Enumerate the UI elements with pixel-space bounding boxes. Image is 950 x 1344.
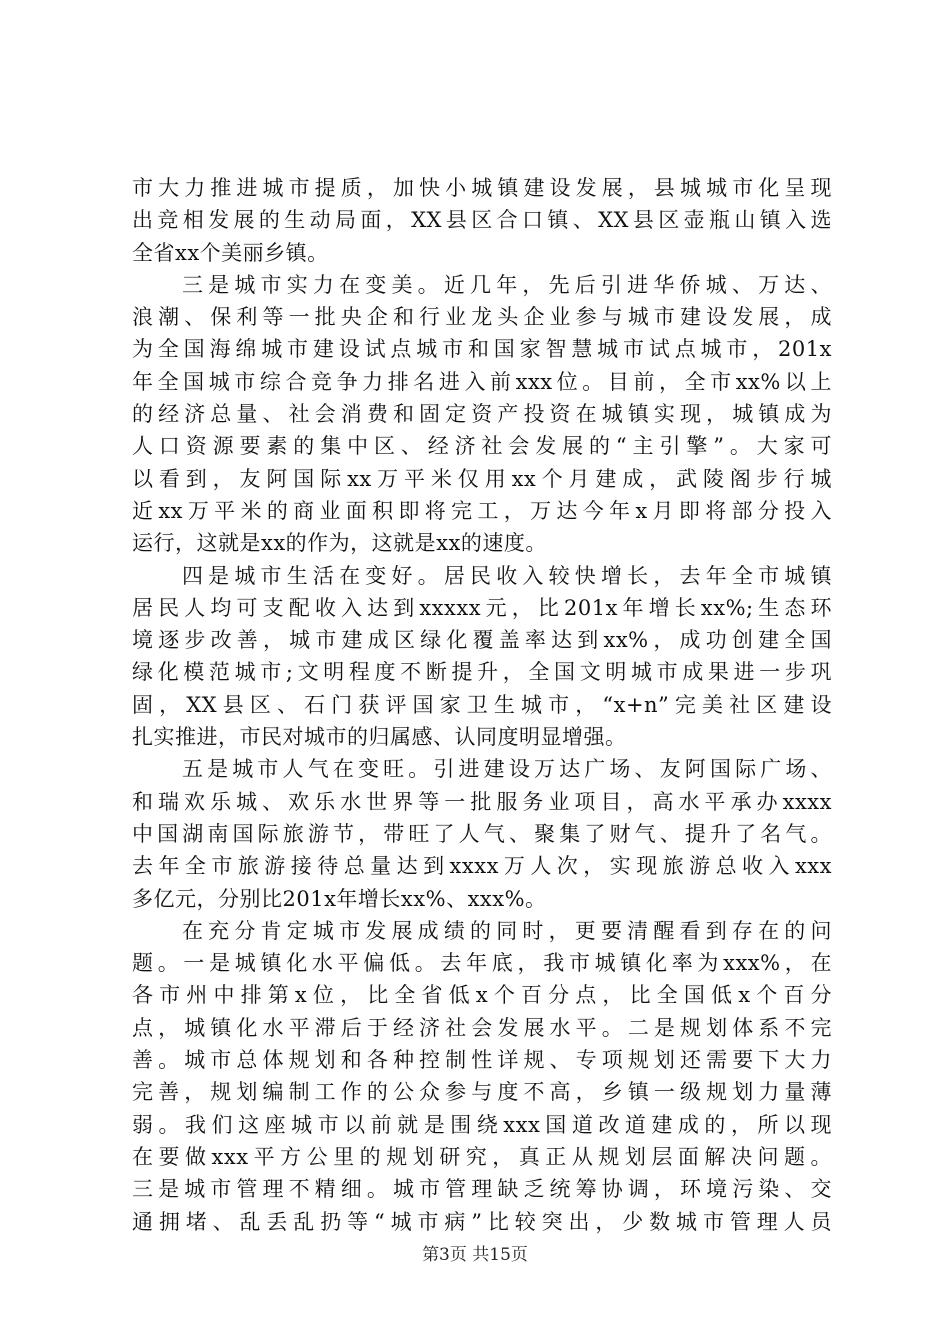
- text-line: 在要做xxx平方公里的规划研究，真正从规划层面解决问题。: [132, 1144, 832, 1169]
- paragraph-start: 在充分肯定城市发展成绩的同时，更要清醒看到存在的问: [182, 918, 832, 943]
- text-line: 善。城市总体规划和各种控制性详规、专项规划还需要下大力: [132, 1048, 832, 1073]
- text-line: 年全国城市综合竞争力排名进入前xxx位。目前，全市xx%以上: [132, 369, 832, 394]
- text-line: 通拥堵、乱丢乱扔等“城市病”比较突出，少数城市管理人员: [132, 1209, 832, 1234]
- paragraph-start: 五是城市人气在变旺。引进建设万达广场、友阿国际广场、: [182, 757, 832, 782]
- text-line: 多亿元，分别比201x年增长xx%、xxx%。: [132, 886, 547, 911]
- text-line: 题。一是城镇化水平偏低。去年底，我市城镇化率为xxx%，在: [132, 951, 832, 976]
- text-line: 固，XX县区、石门获评国家卫生城市，“x+n”完美社区建设: [132, 692, 832, 717]
- body-text: [132, 172, 832, 1238]
- text-line: 运行，这就是xx的作为，这就是xx的速度。: [132, 531, 547, 556]
- text-line: 出竞相发展的生动局面，XX县区合口镇、XX县区壶瓶山镇入选: [132, 208, 832, 233]
- text-line: 以看到，友阿国际xx万平米仅用xx个月建成，武陵阁步行城: [132, 466, 832, 491]
- text-line: 弱。我们这座城市以前就是围绕xxx国道改道建成的，所以现: [132, 1112, 832, 1137]
- text-line: 扎实推进，市民对城市的归属感、认同度明显增强。: [132, 725, 627, 750]
- page-number-footer: 第3页 共15页: [422, 1245, 528, 1265]
- text-line: 点，城镇化水平滞后于经济社会发展水平。二是规划体系不完: [132, 1015, 832, 1040]
- text-line: 近xx万平米的商业面积即将完工，万达今年x月即将部分投入: [132, 498, 832, 523]
- text-line: 为全国海绵城市建设试点城市和国家智慧城市试点城市，201x: [132, 337, 832, 362]
- text-line: 去年全市旅游接待总量达到xxxx万人次，实现旅游总收入xxx: [132, 854, 832, 879]
- text-line: 境逐步改善，城市建成区绿化覆盖率达到xx%，成功创建全国: [132, 628, 832, 653]
- text-line: 完善，规划编制工作的公众参与度不高，乡镇一级规划力量薄: [132, 1080, 832, 1105]
- paragraph-start: 三是城市实力在变美。近几年，先后引进华侨城、万达、: [182, 272, 832, 297]
- text-line: 和瑞欢乐城、欢乐水世界等一批服务业项目，高水平承办xxxx: [132, 789, 832, 814]
- text-line: 中国湖南国际旅游节，带旺了人气、聚集了财气、提升了名气。: [132, 821, 832, 846]
- text-line: 市大力推进城市提质，加快小城镇建设发展，县城城市化呈现: [132, 176, 832, 200]
- text-line: 人口资源要素的集中区、经济社会发展的“主引擎”。大家可: [132, 434, 832, 459]
- text-line: 全省xx个美丽乡镇。: [132, 240, 329, 265]
- paragraph-start: 四是城市生活在变好。居民收入较快增长，去年全市城镇: [182, 563, 832, 588]
- text-line: 三是城市管理不精细。城市管理缺乏统筹协调，环境污染、交: [132, 1177, 832, 1202]
- text-line: 居民人均可支配收入达到xxxxx元，比201x年增长xx%;生态环: [132, 595, 832, 620]
- text-line: 绿化模范城市;文明程度不断提升，全国文明城市成果进一步巩: [132, 660, 832, 685]
- text-line: 各市州中排第x位，比全省低x个百分点，比全国低x个百分: [132, 983, 832, 1008]
- text-line: 浪潮、保利等一批央企和行业龙头企业参与城市建设发展，成: [132, 305, 832, 330]
- text-line: 的经济总量、社会消费和固定资产投资在城镇实现，城镇成为: [132, 402, 832, 427]
